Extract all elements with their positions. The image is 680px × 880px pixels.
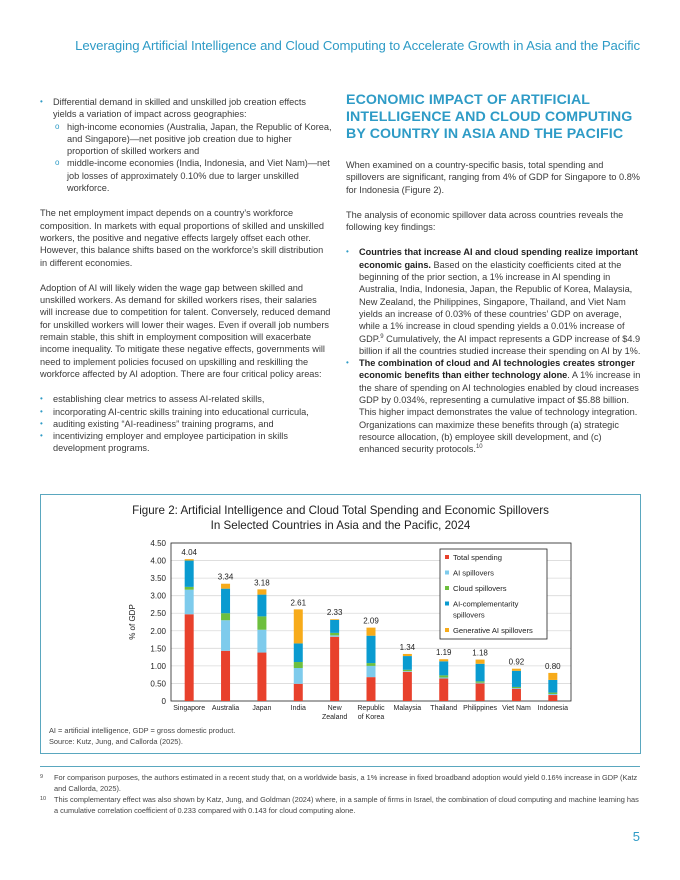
bar-segment — [512, 669, 521, 671]
sub-bullet-item: o high-income economies (Australia, Japan, the Republic of Korea, and Singapore)—net positive job creation due to higher proportion of skilled workers and — [55, 121, 332, 158]
legend-swatch — [445, 628, 449, 632]
geography-bullets — [40, 96, 332, 194]
bar-total-label: 2.61 — [290, 598, 307, 608]
bullet-item — [40, 96, 332, 194]
bar-segment — [294, 662, 303, 668]
bar-total-label: 2.09 — [363, 616, 379, 626]
paragraph: When examined on a country-specific basis, total spending and spillovers are significant, ranging from 4% of GDP for Singapore to 0.8% for Indonesia (Figure 2). — [346, 160, 640, 195]
bar-segment — [476, 660, 485, 664]
footnote-text: This complementary effect was also shown by Katz, Jung, and Goldman (2024) where, in a sample of firms in Israel, the combination of cloud computing and machine learning has a cumulative correlation coefficient of 0.233 compared with 0.143 for cloud computing alone. — [54, 795, 639, 815]
figure-2 — [40, 494, 641, 754]
bar-segment — [512, 687, 521, 688]
section-title: ECONOMIC IMPACT OF ARTIFICIAL INTELLIGENCE AND CLOUD COMPUTING BY COUNTRY IN ASIA AND THE PACIFIC — [346, 92, 633, 142]
bar-segment — [221, 613, 230, 620]
bar-segment — [548, 693, 557, 694]
legend-swatch — [445, 571, 449, 575]
legend-label: Cloud spillovers — [453, 584, 507, 593]
paragraph: The analysis of economic spillover data across countries reveals the following key findings: — [346, 209, 624, 233]
y-tick-label: 3.50 — [150, 574, 166, 584]
policy-item: • incorporating AI-centric skills training into educational curricula, — [40, 406, 332, 418]
bar-total-label: 1.19 — [435, 648, 452, 658]
bar-segment — [294, 684, 303, 701]
finding-item — [346, 246, 642, 357]
bar-segment — [257, 595, 266, 617]
paragraph: Adoption of AI will likely widen the wage gap between skilled and unskilled workers. As demand for skilled workers rises, their salaries will increase due to competition for talent. Conversely, reduced demand for unskilled workers will lower their wages. Even if overall job numbers remain stable, this shift in employment composition will exacerbate income inequality. To mitigate these negative effects, governments will need to implement policies focused on upskilling and reskilling the workforce affected by AI adoption. There are four critical policy areas: — [40, 282, 331, 379]
bar-segment — [221, 620, 230, 651]
legend-swatch — [445, 586, 449, 590]
stacked-bar-chart — [41, 495, 640, 753]
bar-segment — [548, 695, 557, 701]
x-tick-label: Philippines — [463, 705, 498, 712]
bar-total-label: 1.18 — [472, 648, 488, 658]
bar-segment — [403, 672, 412, 701]
finding-text: Based on the elasticity coefficients cited at the beginning of the prior section, a 1% increase in AI spending in Australia, India, Indonesia, Japan, the Republic of Korea, Malaysia, New Zealand, the Philippines, Singapore, Thailand, and Viet Nam yields an increase of 0.03% of these countries’ GDP on average, while a 1% increase in cloud spending yields a 0.01% increase of GDP. — [359, 259, 633, 344]
bar-segment — [476, 683, 485, 684]
bar-segment — [257, 630, 266, 653]
legend-label: AI-complementarity — [453, 599, 519, 609]
y-tick-label: 0 — [161, 697, 166, 706]
bar-segment — [294, 609, 303, 643]
figure-title-line: Figure 2: Artificial Intelligence and Cloud Total Spending and Economic Spillovers — [132, 504, 549, 517]
bar-segment — [439, 679, 448, 701]
bar-total-label: 0.80 — [545, 661, 561, 671]
bar-segment — [257, 589, 266, 594]
footnote-number: 10 — [40, 796, 47, 802]
x-tick-label: Republic — [357, 705, 385, 712]
finding-text: . A 1% increase in the share of spending on AI technologies enabled by cloud increases GDP by 0.034%, representing a cumulative impact of $5.88 billion. This higher impact demonstrates the value of technology integration. Organizations can maximize these benefits through (a) strategic resource allocation, (b) employee skill development, and (c) enhanced security protocols. — [359, 370, 641, 455]
x-tick-label: Thailand — [430, 705, 458, 712]
bar-total-label: 0.92 — [508, 657, 525, 667]
bar-segment — [403, 671, 412, 672]
y-tick-label: 0.50 — [150, 679, 166, 689]
bar-segment — [439, 677, 448, 678]
bar-segment — [185, 561, 194, 587]
bar-segment — [512, 671, 521, 687]
bar-segment — [476, 683, 485, 701]
bar-segment — [439, 659, 448, 661]
bar-segment — [367, 628, 376, 636]
page-number: 5 — [632, 829, 640, 844]
bar-segment — [257, 616, 266, 629]
bar-segment — [330, 635, 339, 636]
y-axis-label: % of GDP — [128, 604, 137, 640]
bar-segment — [548, 673, 557, 680]
x-tick-label: Zealand — [321, 714, 348, 721]
bar-segment — [185, 587, 194, 590]
y-tick-label: 2.50 — [150, 609, 166, 619]
x-tick-label: of Korea — [357, 714, 385, 721]
bar-total-label: 3.34 — [217, 572, 234, 582]
x-tick-label: Singapore — [173, 705, 206, 712]
bar-segment — [367, 636, 376, 663]
legend-swatch — [445, 602, 449, 606]
bar-total-label: 1.34 — [399, 642, 416, 652]
y-tick-label: 4.00 — [150, 556, 166, 566]
x-tick-label: New — [327, 705, 342, 712]
figure-title-line: In Selected Countries in Asia and the Pacific, 2024 — [210, 519, 471, 532]
bar-segment — [476, 664, 485, 682]
footnote-number: 9 — [40, 774, 44, 780]
bar-total-label: 3.18 — [254, 578, 270, 588]
bar-segment — [294, 668, 303, 684]
bar-segment — [330, 633, 339, 635]
bar-total-label: 4.04 — [181, 548, 197, 558]
finding-heading: The combination of cloud and AI technologies creates stronger economic benefits than either technology alone — [359, 358, 635, 381]
footnote-text: For comparison purposes, the authors estimated in a recent study that, on a worldwide basis, a 1% increase in fixed broadband adoption would yield 0.16% increase in GDP (Katz and Callorda, 2025). — [54, 773, 638, 793]
y-tick-label: 2.00 — [150, 626, 166, 636]
footnote-ref[interactable]: 10 — [475, 444, 483, 451]
bar-total-label: 2.33 — [326, 608, 343, 618]
bar-segment — [512, 688, 521, 689]
y-tick-label: 1.50 — [150, 644, 166, 654]
paragraph: The net employment impact depends on a country’s workforce composition. In markets with equal proportions of skilled and unskilled workers, the positive and negative effects largely offset each other. However, this balance shifts based on the workforce’s skill distribution in different economies. — [40, 208, 324, 268]
bar-segment — [294, 643, 303, 662]
x-tick-label: Malaysia — [393, 705, 422, 712]
running-head: Leveraging Artificial Intelligence and Cloud Computing to Accelerate Growth in Asia and the Pacific — [75, 38, 640, 53]
legend-label: Total spending — [453, 553, 502, 562]
x-tick-label: Indonesia — [537, 705, 568, 712]
y-tick-label: 4.50 — [150, 539, 166, 548]
bar-segment — [403, 670, 412, 671]
bar-segment — [330, 620, 339, 633]
figure-source: Source: Kutz, Jung, and Callorda (2025). — [49, 736, 183, 746]
legend-label: Generative AI spillovers — [453, 626, 533, 635]
bar-segment — [548, 680, 557, 693]
legend-label: spillovers — [453, 610, 485, 620]
x-tick-label: Viet Nam — [502, 705, 531, 712]
y-tick-label: 1.00 — [150, 661, 166, 671]
bar-segment — [439, 675, 448, 677]
bar-segment — [221, 651, 230, 701]
bar-segment — [367, 677, 376, 701]
findings-list — [346, 246, 642, 455]
bar-segment — [185, 590, 194, 615]
bar-segment — [439, 661, 448, 675]
legend-label: AI spillovers — [453, 568, 494, 578]
bar-segment — [221, 589, 230, 614]
bar-segment — [185, 559, 194, 560]
finding-heading: Countries that increase AI and cloud spending realize important economic gains. — [359, 247, 638, 270]
footnotes — [40, 766, 640, 817]
policy-item: • establishing clear metrics to assess AI-related skills, — [40, 393, 332, 405]
sub-bullets — [55, 121, 332, 195]
x-tick-label: India — [290, 705, 306, 712]
bar-segment — [548, 694, 557, 695]
bar-segment — [403, 656, 412, 670]
bar-segment — [330, 619, 339, 620]
bar-segment — [476, 681, 485, 682]
policy-item: • incentivizing employer and employee participation in skills development programs. — [40, 430, 332, 455]
footnote-ref[interactable]: 9 — [380, 333, 384, 340]
y-tick-label: 3.00 — [150, 591, 166, 601]
bullet-text: Differential demand in skilled and unskilled job creation effects yields a variation of impact across geographies: — [53, 97, 306, 120]
figure-abbreviations: AI = artificial intelligence, GDP = gross domestic product. — [49, 726, 236, 735]
right-column — [346, 92, 642, 456]
bar-segment — [512, 689, 521, 701]
sub-bullet-item: o middle-income economies (India, Indonesia, and Viet Nam)—net job losses of approximately 0.10% due to larger unskilled workforce. — [55, 157, 332, 194]
x-tick-label: Australia — [211, 705, 240, 712]
finding-item — [346, 357, 642, 455]
bar-segment — [185, 614, 194, 701]
footnote-9 — [40, 773, 640, 794]
bar-segment — [367, 666, 376, 677]
finding-text: Cumulatively, the AI impact represents a GDP increase of $4.9 billion if all the countries studied increase their spending on AI by 1%. — [359, 333, 641, 356]
legend-swatch — [445, 555, 449, 559]
policy-item: • auditing existing “AI-readiness” training programs, and — [40, 418, 332, 430]
bar-segment — [403, 654, 412, 656]
bar-segment — [330, 637, 339, 701]
x-tick-label: Japan — [252, 705, 272, 712]
bar-segment — [257, 653, 266, 701]
bar-segment — [221, 584, 230, 589]
bar-segment — [367, 663, 376, 666]
footnote-10 — [40, 795, 640, 816]
left-column — [40, 96, 332, 455]
figure-notes — [49, 726, 235, 747]
policy-areas-list — [40, 393, 332, 454]
